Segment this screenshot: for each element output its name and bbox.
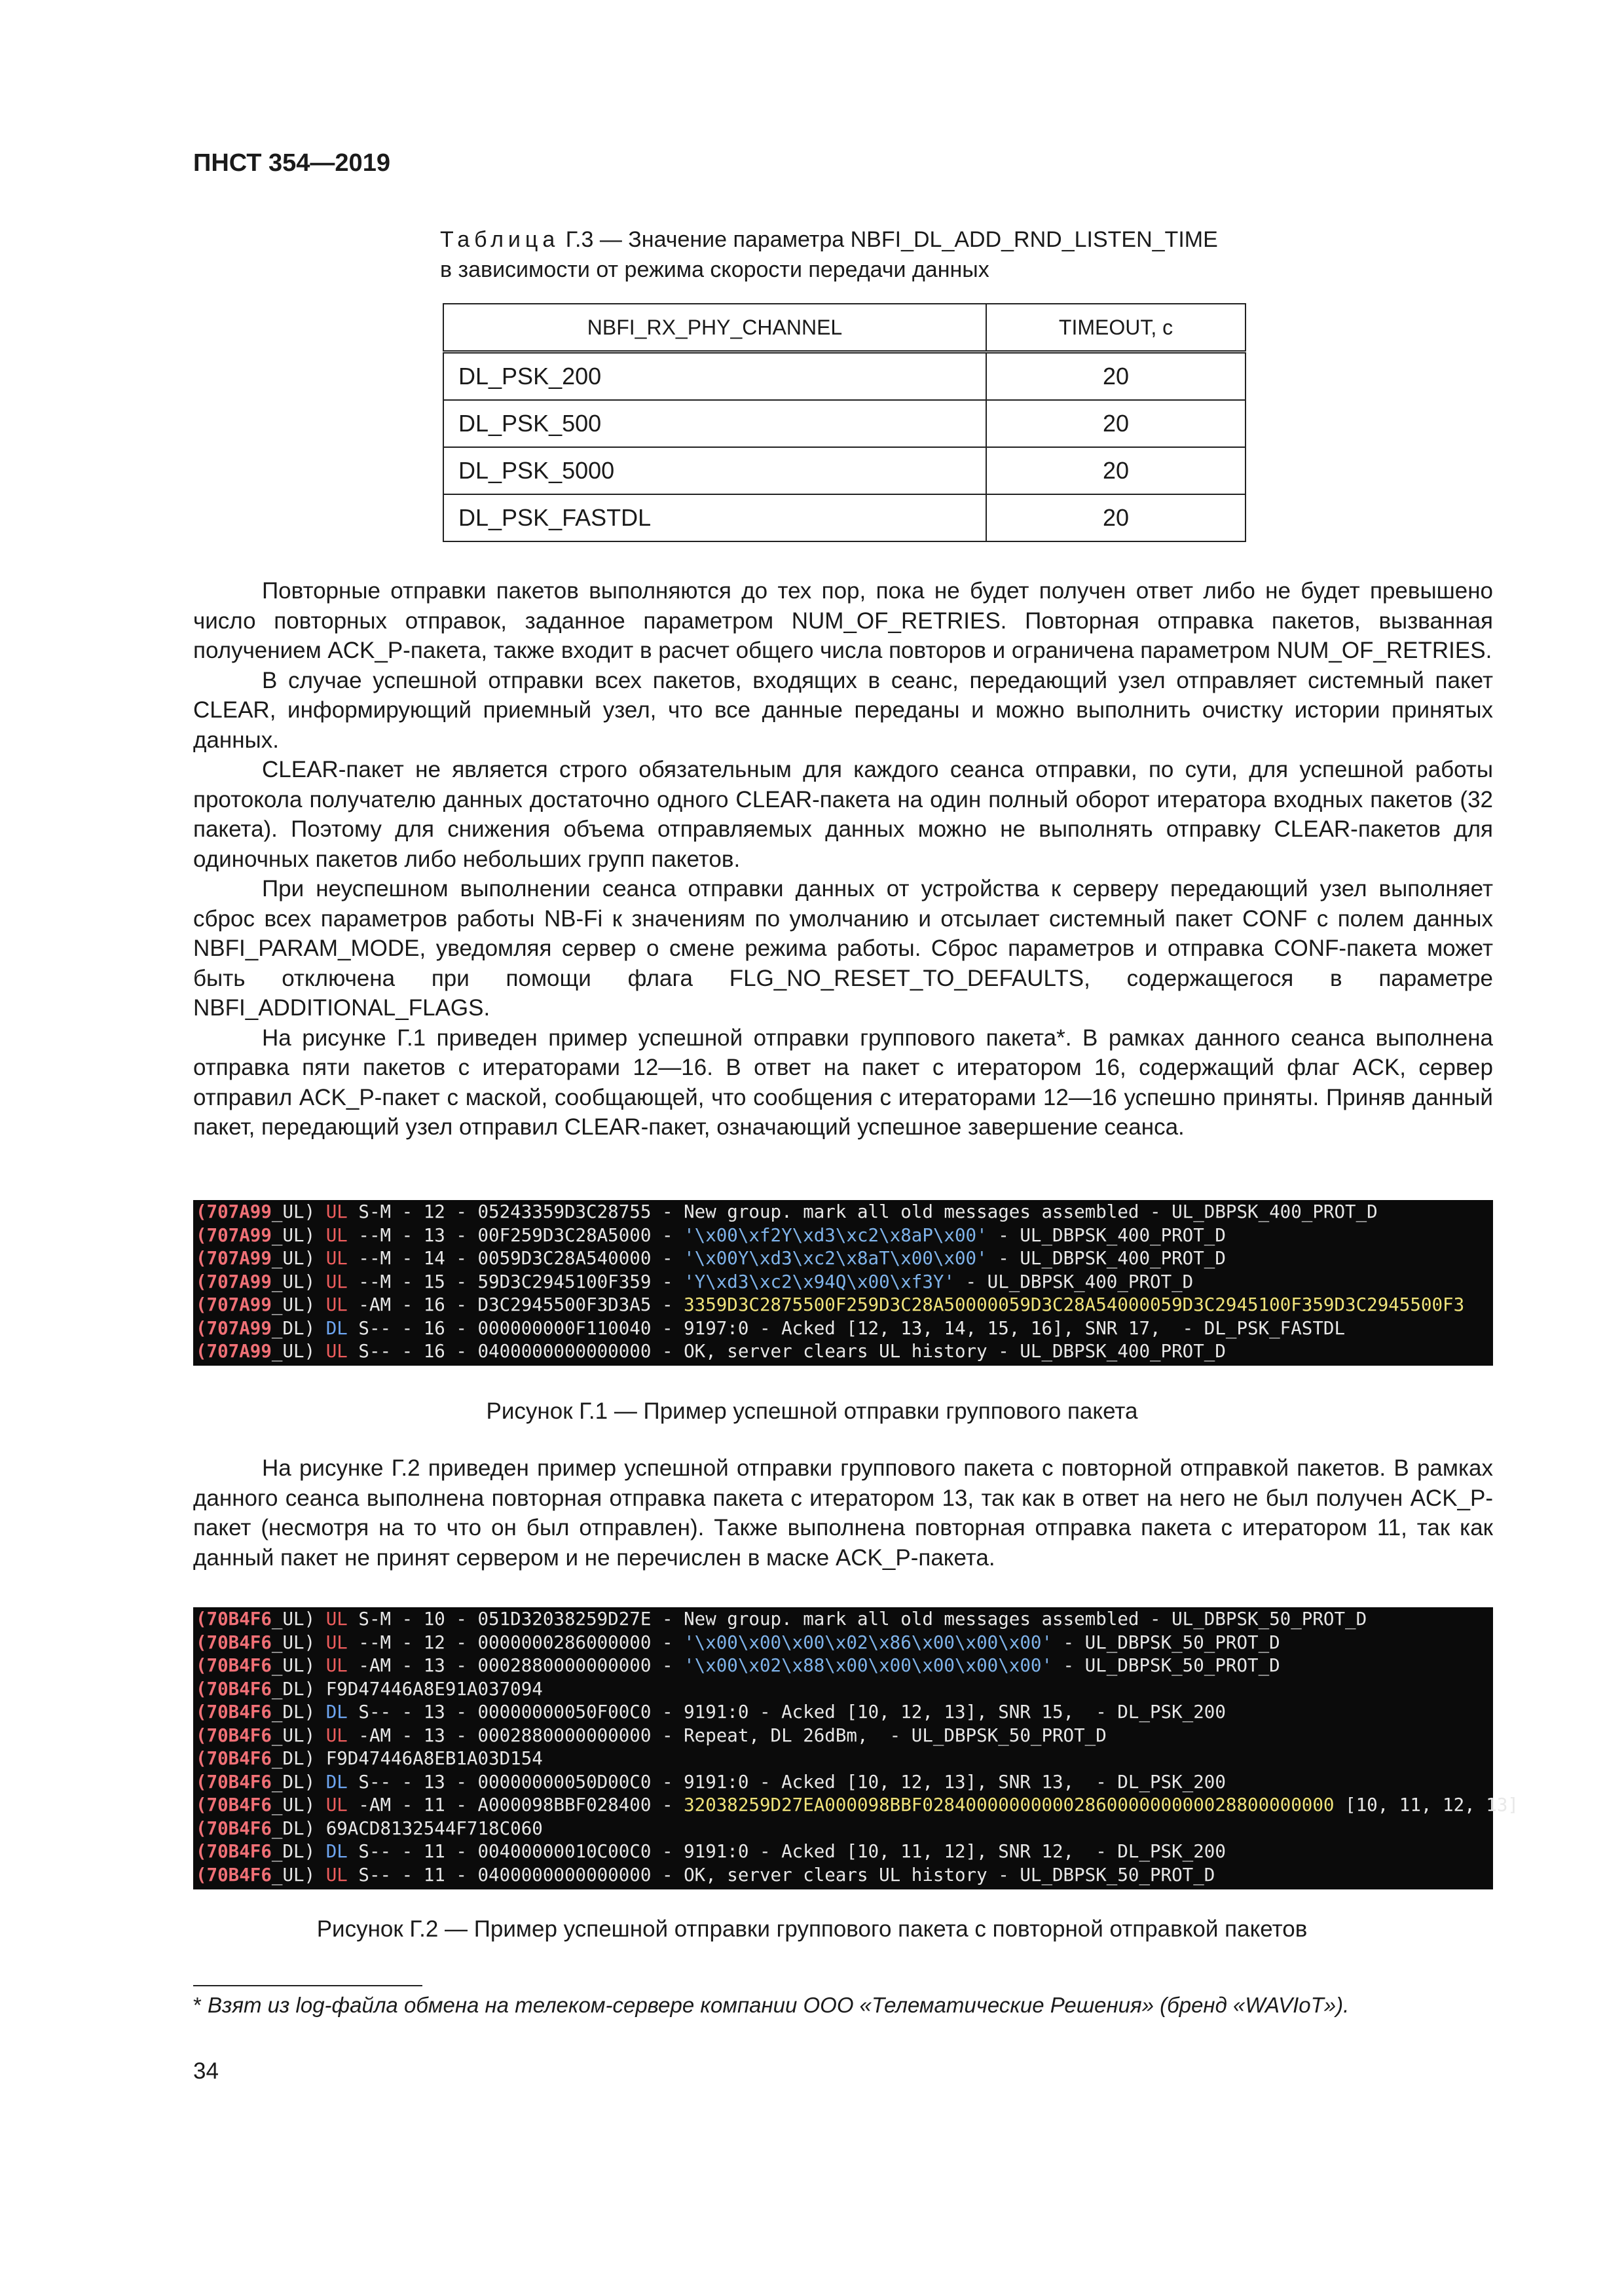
log-fields: -AM - 11 - A000098BBF028400 - bbox=[347, 1795, 684, 1815]
log-fields: S-M - 10 - 051D32038259D27E - bbox=[347, 1609, 684, 1630]
table-caption-line1 bbox=[440, 225, 1218, 255]
paragraph: При неуспешном выполнении сеанса отправки данных от устройства к серверу передающий узел выполняет сброс всех параметров работы NB-Fi к значениям по умолчанию и отсылает системный пакет CONF с полем данных NBFI_PARAM_MODE, уведомляя сервер о смене режима работы. Сброс параметров и отправка CONF-пакета может быть отключена при помощи флага FLG_NO_RESET_TO_DEFAULTS, содержащегося в параметре NBFI_ADDITIONAL_FLAGS. bbox=[193, 876, 1493, 1021]
log-channel: _UL) bbox=[271, 1271, 316, 1292]
log-line bbox=[193, 1771, 1493, 1795]
log-message: 9197:0 - Acked [12, 13, 14, 15, 16], SNR 17, - DL_PSK_FASTDL bbox=[684, 1317, 1346, 1339]
log-message: '\x00Y\xd3\xc2\x8aT\x00\x00' bbox=[684, 1248, 987, 1269]
log-direction: UL bbox=[325, 1795, 348, 1815]
figure2-terminal-log bbox=[193, 1607, 1519, 1889]
paragraph: На рисунке Г.2 приведен пример успешной отправки группового пакета с повторной отправкой пакетов. В рамках данного сеанса выполнена повторная отправка пакета с итератором 13, так как в ответ на него не был получен ACK_P-пакет (несмотря на то что он был отправлен). Также выполнена повторная отправка пакета с итератором 11, так как данный пакет не принят сервером и не перечислен в маске ACK_P-пакета. bbox=[193, 1455, 1493, 1571]
log-device-id: (70B4F6 bbox=[196, 1841, 272, 1862]
log-tail: - UL_DBPSK_400_PROT_D bbox=[987, 1248, 1226, 1269]
log-channel: _UL) bbox=[271, 1341, 316, 1362]
log-direction: UL bbox=[325, 1294, 348, 1315]
log-channel: _UL) bbox=[271, 1609, 316, 1630]
log-message: New group. mark all old messages assembled - UL_DBPSK_400_PROT_D bbox=[684, 1201, 1378, 1222]
log-line bbox=[193, 1201, 1493, 1224]
table-cell: DL_PSK_5000 bbox=[443, 447, 986, 494]
paragraph: На рисунке Г.1 приведен пример успешной отправки группового пакета*. В рамках данного сеанса выполнена отправка пяти пакетов с итераторами 12—16. В ответ на пакет с итератором 16, содержащий флаг ACK, сервер отправил ACK_P-пакет с маской, сообщающей, что сообщения с итераторами 12—16 успешно приняты. Приняв данный пакет, передающий узел отправил CLEAR-пакет, означающий успешное завершение сеанса. bbox=[193, 1025, 1493, 1140]
log-line bbox=[193, 1678, 1493, 1702]
log-line bbox=[193, 1608, 1493, 1631]
log-fields: --M - 14 - 0059D3C28A540000 - bbox=[347, 1248, 684, 1269]
paragraph: В случае успешной отправки всех пакетов, входящих в сеанс, передающий узел отправляет системный пакет CLEAR, информирующий приемный узел, что все данные переданы и можно выполнить очистку истории принятых данных. bbox=[193, 667, 1493, 753]
log-tail: [10, 11, 12, 13] bbox=[1334, 1795, 1519, 1815]
log-channel: _UL) bbox=[271, 1201, 316, 1222]
log-channel: _DL) bbox=[271, 1748, 316, 1769]
log-fields: --M - 13 - 00F259D3C28A5000 - bbox=[347, 1224, 684, 1246]
log-message: '\x00\x02\x88\x00\x00\x00\x00\x00' bbox=[684, 1655, 1052, 1676]
log-fields: S-- - 11 - 0400000000000000 - bbox=[347, 1864, 684, 1886]
log-channel: _UL) bbox=[271, 1655, 316, 1676]
log-device-id: (70B4F6 bbox=[196, 1702, 272, 1722]
log-device-id: (707A99 bbox=[196, 1224, 272, 1246]
log-line bbox=[193, 1747, 1493, 1771]
table-row bbox=[443, 447, 1246, 494]
log-fields: F9D47446A8EB1A03D154 bbox=[315, 1748, 543, 1769]
log-channel: _UL) bbox=[271, 1294, 316, 1315]
log-fields: S-- - 13 - 00000000050D00C0 - bbox=[347, 1771, 684, 1793]
log-line bbox=[193, 1224, 1493, 1248]
log-line bbox=[193, 1701, 1493, 1724]
log-channel: _DL) bbox=[271, 1817, 316, 1839]
log-direction: UL bbox=[325, 1609, 348, 1630]
log-device-id: (707A99 bbox=[196, 1294, 272, 1315]
log-channel: _UL) bbox=[271, 1864, 316, 1886]
log-fields: S-- - 16 - 000000000F110040 - bbox=[347, 1317, 684, 1339]
log-device-id: (70B4F6 bbox=[196, 1609, 272, 1630]
log-direction: DL bbox=[325, 1771, 348, 1793]
log-line bbox=[193, 1317, 1493, 1341]
figure1-caption: Рисунок Г.1 — Пример успешной отправки группового пакета bbox=[486, 1398, 1138, 1424]
log-direction: UL bbox=[325, 1864, 348, 1886]
log-tail: - UL_DBPSK_400_PROT_D bbox=[955, 1271, 1194, 1292]
log-line bbox=[193, 1340, 1493, 1364]
table-caption bbox=[440, 225, 1218, 285]
log-fields: S-M - 12 - 05243359D3C28755 - bbox=[347, 1201, 684, 1222]
table-header-row bbox=[443, 304, 1246, 352]
log-message: 3359D3C2875500F259D3C28A50000059D3C28A54000059D3C2945100F359D3C2945500F3 bbox=[684, 1294, 1465, 1315]
log-channel: _UL) bbox=[271, 1224, 316, 1246]
paragraph: CLEAR-пакет не является строго обязательным для каждого сеанса отправки, по сути, для успешной работы протокола получателю данных достаточно одного CLEAR-пакета на один полный оборот итератора входных пакетов (32 пакета). Поэтому для снижения объема отправляемых данных можно не выполнять отправку CLEAR-пакетов для одиночных пакетов либо небольших групп пакетов. bbox=[193, 757, 1493, 872]
page-number: 34 bbox=[193, 2058, 219, 2084]
log-fields: S-- - 16 - 0400000000000000 - bbox=[347, 1341, 684, 1362]
document-header: ПНСТ 354—2019 bbox=[193, 149, 390, 177]
log-device-id: (70B4F6 bbox=[196, 1631, 272, 1653]
log-direction: UL bbox=[325, 1631, 348, 1653]
figure2-caption: Рисунок Г.2 — Пример успешной отправки группового пакета с повторной отправкой пакетов bbox=[316, 1916, 1308, 1942]
log-direction: UL bbox=[325, 1724, 348, 1746]
table-cell: DL_PSK_FASTDL bbox=[443, 494, 986, 541]
log-device-id: (70B4F6 bbox=[196, 1817, 272, 1839]
log-message: Repeat, DL 26dBm, - UL_DBPSK_50_PROT_D bbox=[684, 1724, 1107, 1746]
log-channel: _DL) bbox=[271, 1841, 316, 1862]
log-fields: -AM - 16 - D3C2945500F3D3A5 - bbox=[347, 1294, 684, 1315]
table-caption-line2: в зависимости от режима скорости передачи данных bbox=[440, 257, 989, 282]
table-caption-prefix: Таблица bbox=[440, 227, 560, 252]
footnote-marker: * bbox=[193, 1993, 202, 2017]
log-line bbox=[193, 1271, 1493, 1294]
log-message: 'Y\xd3\xc2\x94Q\x00\xf3Y' bbox=[684, 1271, 955, 1292]
log-channel: _UL) bbox=[271, 1631, 316, 1653]
paragraph: Повторные отправки пакетов выполняются до тех пор, пока не будет получен ответ либо не будет превышено число повторных отправок, заданное параметром NUM_OF_RETRIES. Повторная отправка пакетов, вызванная получением ACK_P-пакета, также входит в расчет общего числа повторов и ограничена параметром NUM_OF_RETRIES. bbox=[193, 578, 1493, 663]
log-message: 32038259D27EA000098BBF02840000000000286000000000028800000000 bbox=[684, 1795, 1335, 1815]
footnote-divider bbox=[193, 1985, 422, 1986]
log-device-id: (70B4F6 bbox=[196, 1748, 272, 1769]
log-channel: _DL) bbox=[271, 1771, 316, 1793]
footnote-text: Взят из log-файла обмена на телеком-сервере компании ООО «Телематические Решения» (бренд «WAVIoT»). bbox=[208, 1993, 1350, 2017]
table-cell: 20 bbox=[986, 400, 1246, 447]
log-direction: UL bbox=[325, 1655, 348, 1676]
log-channel: _DL) bbox=[271, 1317, 316, 1339]
table-cell: 20 bbox=[986, 447, 1246, 494]
log-message: OK, server clears UL history - UL_DBPSK_50_PROT_D bbox=[684, 1864, 1215, 1886]
log-device-id: (707A99 bbox=[196, 1317, 272, 1339]
footnote bbox=[193, 1990, 1493, 2020]
log-line bbox=[193, 1631, 1493, 1655]
log-message: 9191:0 - Acked [10, 12, 13], SNR 15, - DL_PSK_200 bbox=[684, 1702, 1226, 1722]
log-direction: UL bbox=[325, 1248, 348, 1269]
log-direction: UL bbox=[325, 1201, 348, 1222]
log-line bbox=[193, 1654, 1493, 1678]
log-device-id: (70B4F6 bbox=[196, 1655, 272, 1676]
log-device-id: (707A99 bbox=[196, 1201, 272, 1222]
log-fields: -AM - 13 - 0002880000000000 - bbox=[347, 1724, 684, 1746]
log-device-id: (70B4F6 bbox=[196, 1795, 272, 1815]
log-fields: --M - 12 - 0000000286000000 - bbox=[347, 1631, 684, 1653]
log-device-id: (707A99 bbox=[196, 1248, 272, 1269]
log-channel: _UL) bbox=[271, 1248, 316, 1269]
log-device-id: (70B4F6 bbox=[196, 1678, 272, 1700]
log-channel: _DL) bbox=[271, 1678, 316, 1700]
log-fields: 69ACD8132544F718C060 bbox=[315, 1817, 543, 1839]
table-row bbox=[443, 352, 1246, 401]
data-table bbox=[443, 303, 1246, 542]
log-message: 9191:0 - Acked [10, 12, 13], SNR 13, - DL_PSK_200 bbox=[684, 1771, 1226, 1793]
log-direction: DL bbox=[325, 1702, 348, 1722]
log-direction: UL bbox=[325, 1341, 348, 1362]
log-line bbox=[193, 1840, 1493, 1864]
table-cell: DL_PSK_200 bbox=[443, 352, 986, 401]
log-fields: -AM - 13 - 0002880000000000 - bbox=[347, 1655, 684, 1676]
table-cell: 20 bbox=[986, 494, 1246, 541]
log-device-id: (707A99 bbox=[196, 1271, 272, 1292]
log-fields: S-- - 13 - 00000000050F00C0 - bbox=[347, 1702, 684, 1722]
log-device-id: (70B4F6 bbox=[196, 1771, 272, 1793]
log-line bbox=[193, 1294, 1493, 1317]
log-tail: - UL_DBPSK_50_PROT_D bbox=[1052, 1631, 1280, 1653]
log-direction: DL bbox=[325, 1317, 348, 1339]
log-message: 9191:0 - Acked [10, 11, 12], SNR 12, - DL_PSK_200 bbox=[684, 1841, 1226, 1862]
log-device-id: (70B4F6 bbox=[196, 1864, 272, 1886]
log-line bbox=[193, 1247, 1493, 1271]
log-message: '\x00\x00\x00\x02\x86\x00\x00\x00' bbox=[684, 1631, 1052, 1653]
column-header-channel: NBFI_RX_PHY_CHANNEL bbox=[443, 304, 986, 352]
table-cell: DL_PSK_500 bbox=[443, 400, 986, 447]
log-direction: DL bbox=[325, 1841, 348, 1862]
log-channel: _DL) bbox=[271, 1702, 316, 1722]
log-message: OK, server clears UL history - UL_DBPSK_400_PROT_D bbox=[684, 1341, 1226, 1362]
table-cell: 20 bbox=[986, 352, 1246, 401]
table-row bbox=[443, 494, 1246, 541]
log-tail: - UL_DBPSK_400_PROT_D bbox=[987, 1224, 1226, 1246]
body-text-2 bbox=[193, 1453, 1493, 1573]
column-header-timeout: TIMEOUT, с bbox=[986, 304, 1246, 352]
log-device-id: (70B4F6 bbox=[196, 1724, 272, 1746]
table-caption-title: Г.3 — Значение параметра NBFI_DL_ADD_RND_LISTEN_TIME bbox=[565, 227, 1218, 252]
log-fields: --M - 15 - 59D3C2945100F359 - bbox=[347, 1271, 684, 1292]
log-line bbox=[193, 1794, 1519, 1817]
log-tail: - UL_DBPSK_50_PROT_D bbox=[1052, 1655, 1280, 1676]
log-direction: UL bbox=[325, 1271, 348, 1292]
log-line bbox=[193, 1817, 1493, 1841]
log-line bbox=[193, 1724, 1493, 1748]
log-message: New group. mark all old messages assembled - UL_DBPSK_50_PROT_D bbox=[684, 1609, 1367, 1630]
log-fields: S-- - 11 - 00400000010C00C0 - bbox=[347, 1841, 684, 1862]
log-device-id: (707A99 bbox=[196, 1341, 272, 1362]
log-channel: _UL) bbox=[271, 1795, 316, 1815]
log-channel: _UL) bbox=[271, 1724, 316, 1746]
log-fields: F9D47446A8E91A037094 bbox=[315, 1678, 543, 1700]
log-line bbox=[193, 1864, 1493, 1887]
log-direction: UL bbox=[325, 1224, 348, 1246]
figure1-terminal-log bbox=[193, 1200, 1493, 1366]
table-row bbox=[443, 400, 1246, 447]
body-text bbox=[193, 576, 1493, 1142]
log-message: '\x00\xf2Y\xd3\xc2\x8aP\x00' bbox=[684, 1224, 987, 1246]
